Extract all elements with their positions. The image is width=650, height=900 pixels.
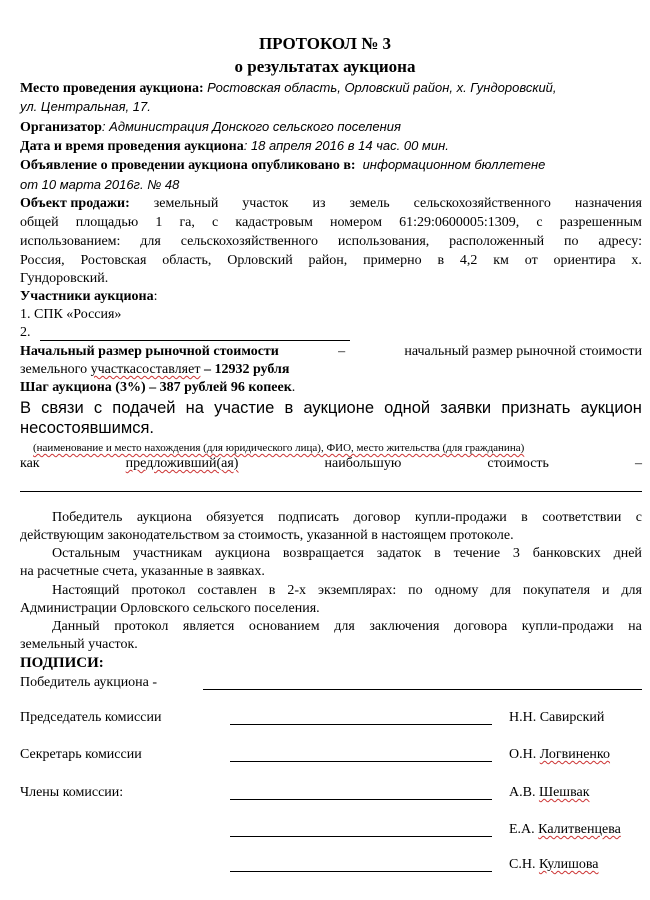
p3-word: и (601, 583, 610, 598)
member-2-initials: Е.А. (509, 822, 539, 837)
decision-word: одной (384, 399, 431, 417)
announcement-line-2 (20, 177, 179, 194)
p3-word: в (268, 583, 276, 598)
decision-word: на (185, 399, 204, 417)
decision-word: признать (501, 399, 571, 417)
p2-word: банковских (532, 546, 601, 561)
place-value-2: ул. Центральная, 17. (20, 99, 151, 114)
decision-word: аукционе (303, 399, 374, 417)
object-word: земель (349, 196, 390, 211)
offer-word: как (20, 456, 40, 471)
start-price-line-2 (20, 362, 289, 378)
chairman-label: Председатель комиссии (20, 710, 162, 725)
p4-word: протокол (114, 619, 169, 634)
p1-word: в (521, 510, 528, 525)
place-line-2 (20, 99, 151, 116)
announcement-value-1: информационном бюллетене (362, 157, 546, 172)
offer-word: наибольшую (324, 456, 402, 471)
decision-word: связи (41, 399, 84, 417)
p1-word: подписать (278, 510, 340, 525)
object-word: х. (631, 253, 642, 268)
signatures-heading: ПОДПИСИ: (20, 655, 104, 671)
participant-2-blank-line (40, 340, 350, 341)
paragraph-1-line-2: действующим законодательством за стоимость, указанной в настоящем протоколе. (20, 528, 514, 543)
member-3-signature-line (230, 871, 492, 872)
object-word: площадью (75, 215, 139, 230)
offer-blank-line (20, 491, 642, 492)
member-2-signature-line (230, 836, 492, 837)
member-1-name (509, 785, 590, 801)
p3-word: покупателя (522, 583, 591, 598)
decision-word: подачей (112, 399, 176, 417)
object-line-2 (20, 215, 642, 231)
chairman-name: Н.Н. Савирский (509, 710, 605, 725)
start-price-amount: – 12932 рубля (200, 362, 290, 377)
object-word: 61:29:0600005:1309, (399, 215, 520, 230)
p1-word: аукциона (136, 510, 192, 525)
object-word: по (563, 234, 579, 249)
p4-word: договора (454, 619, 508, 634)
member-2-name (509, 822, 621, 838)
p3-word: экземплярах: (317, 583, 397, 598)
paragraph-3-line-2: Администрации Орловского сельского поселения. (20, 601, 320, 616)
auction-step-line (20, 380, 295, 396)
object-word: 4,2 (459, 253, 478, 268)
p1-word: обязуется (206, 510, 264, 525)
object-word: область, (162, 253, 212, 268)
offer-line (20, 456, 642, 472)
object-word: с (212, 215, 219, 230)
decision-word: заявки (440, 399, 492, 417)
participant-2: 2. (20, 325, 31, 340)
paragraph-1-line-1 (52, 510, 642, 526)
p1-word: купли-продажи (414, 510, 507, 525)
datetime-value: : 18 апреля 2016 в 14 час. 00 мин. (243, 138, 449, 153)
decision-word: в (284, 399, 294, 417)
object-word: земельный (153, 196, 219, 211)
object-word: в (437, 253, 445, 268)
object-word: разрешенным (559, 215, 642, 230)
object-word: Орловский (227, 253, 293, 268)
object-word: из (312, 196, 326, 211)
start-price-value-1: начальный размер рыночной стоимости (404, 344, 642, 359)
paragraph-4-line-1 (52, 619, 642, 635)
p2-word: возвращается (282, 546, 364, 561)
offer-word: предложивший(ая) (125, 456, 239, 471)
object-word: общей (20, 215, 59, 230)
auction-step: Шаг аукциона (3%) – 387 рублей 96 копеек (20, 380, 292, 395)
participant-1: 1. СПК «Россия» (20, 307, 122, 322)
place-value-1: Ростовская область, Орловский район, х. Гундоровский, (207, 80, 557, 95)
place-label: Место проведения аукциона: (20, 81, 204, 96)
start-price-label: Начальный размер рыночной стоимости (20, 344, 279, 359)
decision-word: В (20, 399, 32, 417)
object-line-5: Гундоровский. (20, 271, 109, 286)
member-1-surname: Шешвак (538, 785, 590, 800)
object-word: с (536, 215, 543, 230)
datetime-line (20, 138, 449, 155)
object-word: 1 (155, 215, 163, 230)
p2-word: аукциона (215, 546, 271, 561)
object-word: участок (242, 196, 289, 211)
participants-label: Участники аукциона (20, 289, 154, 304)
p3-word: составлен (197, 583, 257, 598)
announcement-line (20, 157, 545, 174)
member-3-initials: С.Н. (509, 857, 539, 872)
p4-word: Данный (52, 619, 100, 634)
decision-line-1 (20, 399, 642, 418)
protocol-subtitle: о результатах аукциона (234, 57, 416, 76)
p3-word: для (490, 583, 511, 598)
p1-word: соответствии (542, 510, 622, 525)
decision-word: участие (214, 399, 275, 417)
object-line-3 (20, 234, 642, 250)
winner-label: Победитель аукциона - (20, 675, 158, 690)
object-word: использования, (337, 234, 430, 249)
p2-word: задаток (376, 546, 422, 561)
object-word: использованием: (20, 234, 121, 249)
protocol-title: ПРОТОКОЛ № 3 (258, 34, 392, 53)
p3-word: по (408, 583, 423, 598)
p1-word: договор (353, 510, 401, 525)
organizer-line (20, 119, 401, 136)
member-3-name (509, 857, 599, 873)
p4-word: на (628, 619, 642, 634)
object-word: га, (179, 215, 195, 230)
object-line-4 (20, 253, 642, 269)
p3-word: для (621, 583, 642, 598)
p2-word: 3 (512, 546, 520, 561)
object-word: Россия, (20, 253, 65, 268)
object-word: расположенный (449, 234, 545, 249)
object-word: Ростовская (80, 253, 147, 268)
start-price-dash: – (338, 344, 346, 359)
p2-word: течение (453, 546, 501, 561)
p3-word: 2-х (287, 583, 307, 598)
p2-word: участникам (132, 546, 203, 561)
participants-colon: : (153, 289, 158, 304)
p2-word: Остальным (52, 546, 121, 561)
secretary-surname: Логвиненко (539, 747, 611, 762)
object-word: от (524, 253, 538, 268)
paragraph-4-line-2: земельный участок. (20, 637, 138, 652)
decision-line-2: несостоявшимся. (20, 419, 154, 437)
object-word: номером (330, 215, 382, 230)
announcement-value-2: от 10 марта 2016г. № 48 (20, 177, 180, 192)
members-label: Члены комиссии: (20, 785, 124, 800)
offer-word: – (635, 456, 642, 471)
member-3-surname: Кулишова (538, 857, 599, 872)
p4-word: является (182, 619, 235, 634)
offer-word: стоимость (487, 456, 549, 471)
object-word: район, (308, 253, 348, 268)
p4-word: купли-продажи (521, 619, 614, 634)
secretary-label: Секретарь комиссии (20, 747, 142, 762)
organizer-label: Организатор (20, 120, 102, 135)
secretary-signature-line (230, 761, 492, 762)
p3-word: Настоящий (52, 583, 120, 598)
object-word: сельскохозяйственного (413, 196, 551, 211)
p2-word: дней (613, 546, 642, 561)
object-word: кадастровым (235, 215, 313, 230)
object-word: назначения (574, 196, 642, 211)
object-word: ориентира (553, 253, 616, 268)
decision-word: аукцион (580, 399, 642, 417)
start-price-line-1 (20, 344, 642, 360)
place-line (20, 80, 557, 97)
datetime-label: Дата и время проведения аукциона (20, 139, 244, 154)
paragraph-2-line-1 (52, 546, 642, 562)
participant-note: (наименование и место нахождения (для юридического лица), ФИО, место жительства (для гражданина) (33, 442, 525, 454)
p3-word: протокол (131, 583, 186, 598)
p3-word: одному (434, 583, 479, 598)
chairman-signature-line (230, 724, 492, 725)
member-1-signature-line (230, 799, 492, 800)
winner-signature-line (203, 689, 642, 690)
object-word: км (493, 253, 509, 268)
member-1-initials: А.В. (509, 785, 539, 800)
participants-heading (20, 289, 157, 305)
paragraph-3-line-1 (52, 583, 642, 599)
auction-step-dot: . (291, 380, 296, 395)
secretary-name (509, 747, 610, 763)
object-word: для (140, 234, 161, 249)
object-word: сельскохозяйственного (180, 234, 319, 249)
organizer-value: : Администрация Донского сельского поселения (101, 119, 401, 134)
p1-word: с (635, 510, 642, 525)
p1-word: Победитель (52, 510, 123, 525)
announcement-label: Объявление о проведении аукциона опубликовано в: (20, 158, 356, 173)
paragraph-2-line-2: на расчетные счета, указанные в заявках. (20, 564, 265, 579)
p2-word: в (434, 546, 441, 561)
p4-word: заключения (369, 619, 440, 634)
object-line-1 (20, 196, 642, 212)
secretary-initials: О.Н. (509, 747, 540, 762)
start-price-value-2a: земельного (20, 362, 91, 377)
object-word: адресу: (598, 234, 642, 249)
object-label: Объект продажи: (20, 196, 130, 211)
p4-word: для (334, 619, 355, 634)
member-2-surname: Калитвенцева (538, 822, 621, 837)
p4-word: основанием (248, 619, 320, 634)
start-price-value-2b: участкасоставляет (90, 362, 201, 377)
decision-word: с (93, 399, 103, 417)
object-word: примерно (363, 253, 422, 268)
